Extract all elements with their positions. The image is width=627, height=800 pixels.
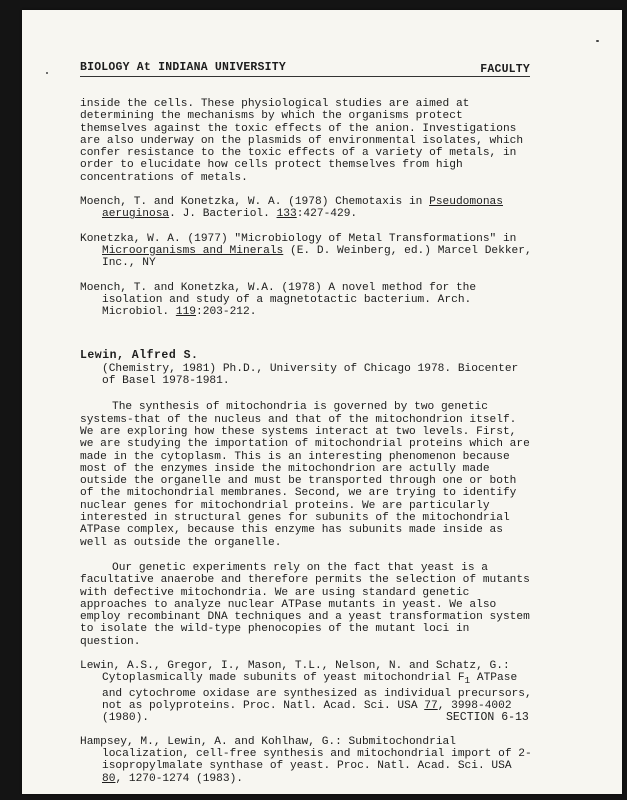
reference-volume: 80 (102, 772, 116, 785)
reference-text: ATPase and cytochrome oxidase are synthesized as individual precursors, not as polyproteins. Proc. Natl. Acad. Sci. USA (102, 672, 532, 713)
reference-pages: , 1270-1274 (1983). (115, 772, 243, 785)
reference-title: Pseudomonas aeruginosa (102, 196, 503, 221)
paper-speck (596, 40, 599, 42)
reference-volume: 119 (175, 306, 197, 319)
reference-text: Lewin, A.S., Gregor, I., Mason, T.L., Nelson, N. and Schatz, G.: Cytoplasmically made subunits of yeast mitochondrial F (80, 659, 510, 685)
header-section: FACULTY (480, 63, 530, 76)
page-content (80, 98, 532, 785)
reference-pages: , 3998-4002 (1980). (102, 700, 512, 725)
intro-paragraph: inside the cells. These physiological studies are aimed at determining the mechanisms by which the organisms protect themselves against the toxic effects of the anion. Investigations are also underway on the plasmids of environmental isolates, which confer resistance to the toxic effects of a variety of metals, in order to elucidate how cells protect themselves from high concentrations of metals. (80, 98, 524, 184)
faculty-credentials: (Chemistry, 1981) Ph.D., University of Chicago 1978. Biocenter of Basel 1978-1981. (102, 362, 519, 388)
reference-item (80, 736, 532, 785)
reference-item (80, 233, 532, 270)
page-footer: SECTION 6-13 (446, 711, 529, 724)
reference-item (80, 196, 532, 221)
faculty-name: Lewin, Alfred S. (80, 349, 199, 363)
research-paragraph: Our genetic experiments rely on the fact that yeast is a facultative anaerobe and therefore permits the selection of mutants with defective mitochondria. We are using standard genetic approaches to analyze nuclear ATPase mutants in yeast. We also employ recombinant DNA techniques and a yeast transformation system to isolate the wild-type phenocopies of the mutant loci in question. (80, 561, 530, 648)
research-paragraph: The synthesis of mitochondria is governed by two genetic systems-that of the nucleus and that of the mitochondrion itself. We are exploring how these systems interact at two levels. First, we are studying the importation of mitochondrial proteins which are made in the cytoplasm. This is an interesting phenomenon because most of the enzymes inside the mitochondrion are actully made outside the organelle and must be transported through one or both of the mitochondrial membranes. Second, we are trying to identify nuclear genes for mitochondrial proteins. We are particularly interested in structural genes for subunits of the mitochondrial ATPase complex, because this enzyme has subunits made inside as well as outside the organelle. (80, 401, 530, 549)
header-department: BIOLOGY At INDIANA UNIVERSITY (80, 61, 286, 74)
reference-text: Moench, T. and Konetzka, W. A. (1978) Chemotaxis in (80, 196, 430, 209)
reference-text: Hampsey, M., Lewin, A. and Kohlhaw, G.: Submitochondrial localization, cell-free synthesis and mitochondrial import of 2-isopropylmalate synthase of yeast. Proc. Natl. Acad. Sci. USA (80, 735, 532, 773)
paper-speck (46, 72, 48, 74)
reference-volume: 133 (276, 208, 297, 221)
reference-text: Konetzka, W. A. (1977) "Microbiology of Metal Transformations" in (80, 232, 517, 245)
reference-pages: :427-429. (296, 208, 358, 221)
reference-subscript: 1 (464, 675, 471, 687)
header-rule (80, 76, 530, 77)
reference-text: . J. Bacteriol. (169, 208, 277, 221)
reference-item (80, 282, 532, 319)
reference-text: Moench, T. and Konetzka, W.A. (1978) A novel method for the isolation and study of a magnetotactic bacterium. Arch. Microbiol. (80, 281, 477, 319)
reference-pages: :203-212. (196, 306, 257, 319)
reference-text: (E. D. Weinberg, ed.) Marcel Dekker, Inc., NY (102, 244, 532, 270)
reference-title: Microorganisms and Minerals (102, 244, 284, 257)
reference-volume: 77 (424, 700, 438, 713)
